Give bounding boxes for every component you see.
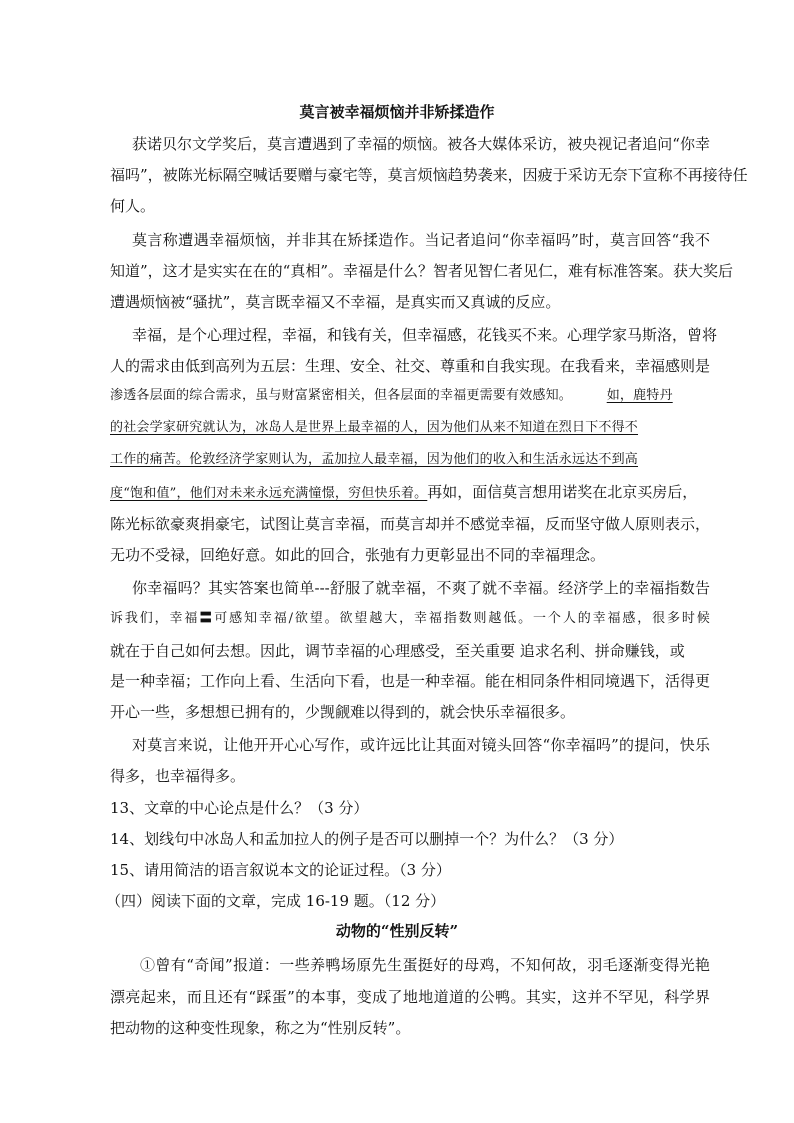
paragraph-line: 获诺贝尔文学奖后，莫言遭遇到了幸福的烦恼。被各大媒体采访，被央视记者追问“你幸 bbox=[132, 135, 710, 153]
paragraph-line: 漂亮起来，而且还有“踩蛋”的本事，变成了地地道道的公鸭。其实，这并不罕见，科学界 bbox=[110, 988, 710, 1006]
paragraph-line: 知道”，这才是实实在在的“真相”。幸福是什么？智者见智仁者见仁，难有标准答案。获大奖后 bbox=[110, 262, 734, 280]
paragraph-line: 得多，也幸福得多。 bbox=[110, 767, 246, 785]
paragraph-line: 把动物的这种变性现象，称之为“性别反转”。 bbox=[110, 1019, 411, 1037]
section-heading: （四）阅读下面的文章，完成 16-19 题。（12 分） bbox=[106, 892, 446, 910]
paragraph-text: 渗透各层面的综合需求，虽与财富紧密相关，但各层面的幸福更需要有效感知。 bbox=[110, 388, 573, 403]
paragraph-line: 是一种幸福；工作向上看、生活向下看，也是一种幸福。能在相同条件相同境遇下，活得更 bbox=[110, 672, 711, 690]
paragraph-text: 再如，面信莫言想用诺奖在北京买房后， bbox=[427, 483, 698, 501]
underlined-sentence: 度“饱和值”，他们对未来永远充满憧憬，穷但快乐着。 bbox=[110, 486, 428, 501]
paragraph-line: 陈光标欲豪爽捐豪宅，试图让莫言幸福，而莫言却并不感觉幸福，反而坚守做人原则表示， bbox=[110, 515, 711, 533]
paragraph-line: 幸福，是个心理过程，幸福，和钱有关，但幸福感，花钱买不来。心理学家马斯洛，曾将 bbox=[132, 326, 718, 344]
article-title: 莫言被幸福烦恼并非矫揉造作 bbox=[299, 103, 495, 121]
question-13: 13、文章的中心论点是什么？（3 分） bbox=[110, 799, 369, 817]
paragraph-line: 对莫言来说，让他开开心心写作，或许远比让其面对镜头回答“你幸福吗”的提问，快乐 bbox=[132, 736, 710, 754]
underlined-sentence: 如，鹿特丹 bbox=[606, 388, 673, 403]
question-14: 14、划线句中冰岛人和孟加拉人的例子是否可以删掉一个？为什么？（3 分） bbox=[110, 830, 624, 848]
paragraph-line: 何人。 bbox=[110, 197, 156, 215]
paragraph-line bbox=[110, 482, 710, 504]
paragraph-line: 你幸福吗？其实答案也简单---舒服了就幸福，不爽了就不幸福。经济学上的幸福指数告 bbox=[132, 579, 710, 597]
paragraph-line: 开心一些，多想想已拥有的，少觊觎难以得到的，就会快乐幸福很多。 bbox=[110, 703, 576, 721]
paragraph-line: 莫言称遭遇幸福烦恼，并非其在矫揉造作。当记者追问“你幸福吗”时，莫言回答“我不 bbox=[132, 231, 710, 249]
paragraph-line: 遭遇烦恼被“骚扰”，莫言既幸福又不幸福，是真实而又真诚的反应。 bbox=[110, 293, 561, 311]
paragraph-line: 人的需求由低到高列为五层：生理、安全、社交、尊重和自我实现。在我看来，幸福感则是 bbox=[110, 357, 711, 375]
paragraph-line bbox=[110, 386, 710, 406]
question-15: 15、请用简洁的语言叙说本文的论证过程。（3 分） bbox=[110, 861, 451, 879]
underlined-sentence: 工作的痛苦。伦敦经济学家则认为，孟加拉人最幸福，因为他们的收入和生活永远达不到高 bbox=[110, 452, 639, 467]
paragraph-line: 就在于自己如何去想。因此，调节幸福的心理感受，至关重要 追求名利、拼命赚钱，或 bbox=[110, 642, 685, 660]
article-title: 动物的“性别反转” bbox=[335, 922, 459, 940]
paragraph-line: 诉我们，幸福〓可感知幸福/欲望。欲望越大，幸福指数则越低。一个人的幸福感，很多时候 bbox=[110, 611, 710, 626]
underlined-sentence: 的社会学家研究就认为，冰岛人是世界上最幸福的人，因为他们从来不知道在烈日下不得不 bbox=[110, 420, 639, 435]
paragraph-line: 福吗”，被陈光标隔空喊话要赠与豪宅等，莫言烦恼趋势袭来，因疲于采访无奈下宣称不再接待任 bbox=[110, 166, 748, 184]
paragraph-line: ①曾有“奇闻”报道：一些养鸭场原先生蛋挺好的母鸡，不知何故，羽毛逐渐变得光艳 bbox=[140, 956, 710, 974]
paragraph-line: 无功不受禄，回绝好意。如此的回合，张弛有力更彰显出不同的幸福理念。 bbox=[110, 546, 606, 564]
